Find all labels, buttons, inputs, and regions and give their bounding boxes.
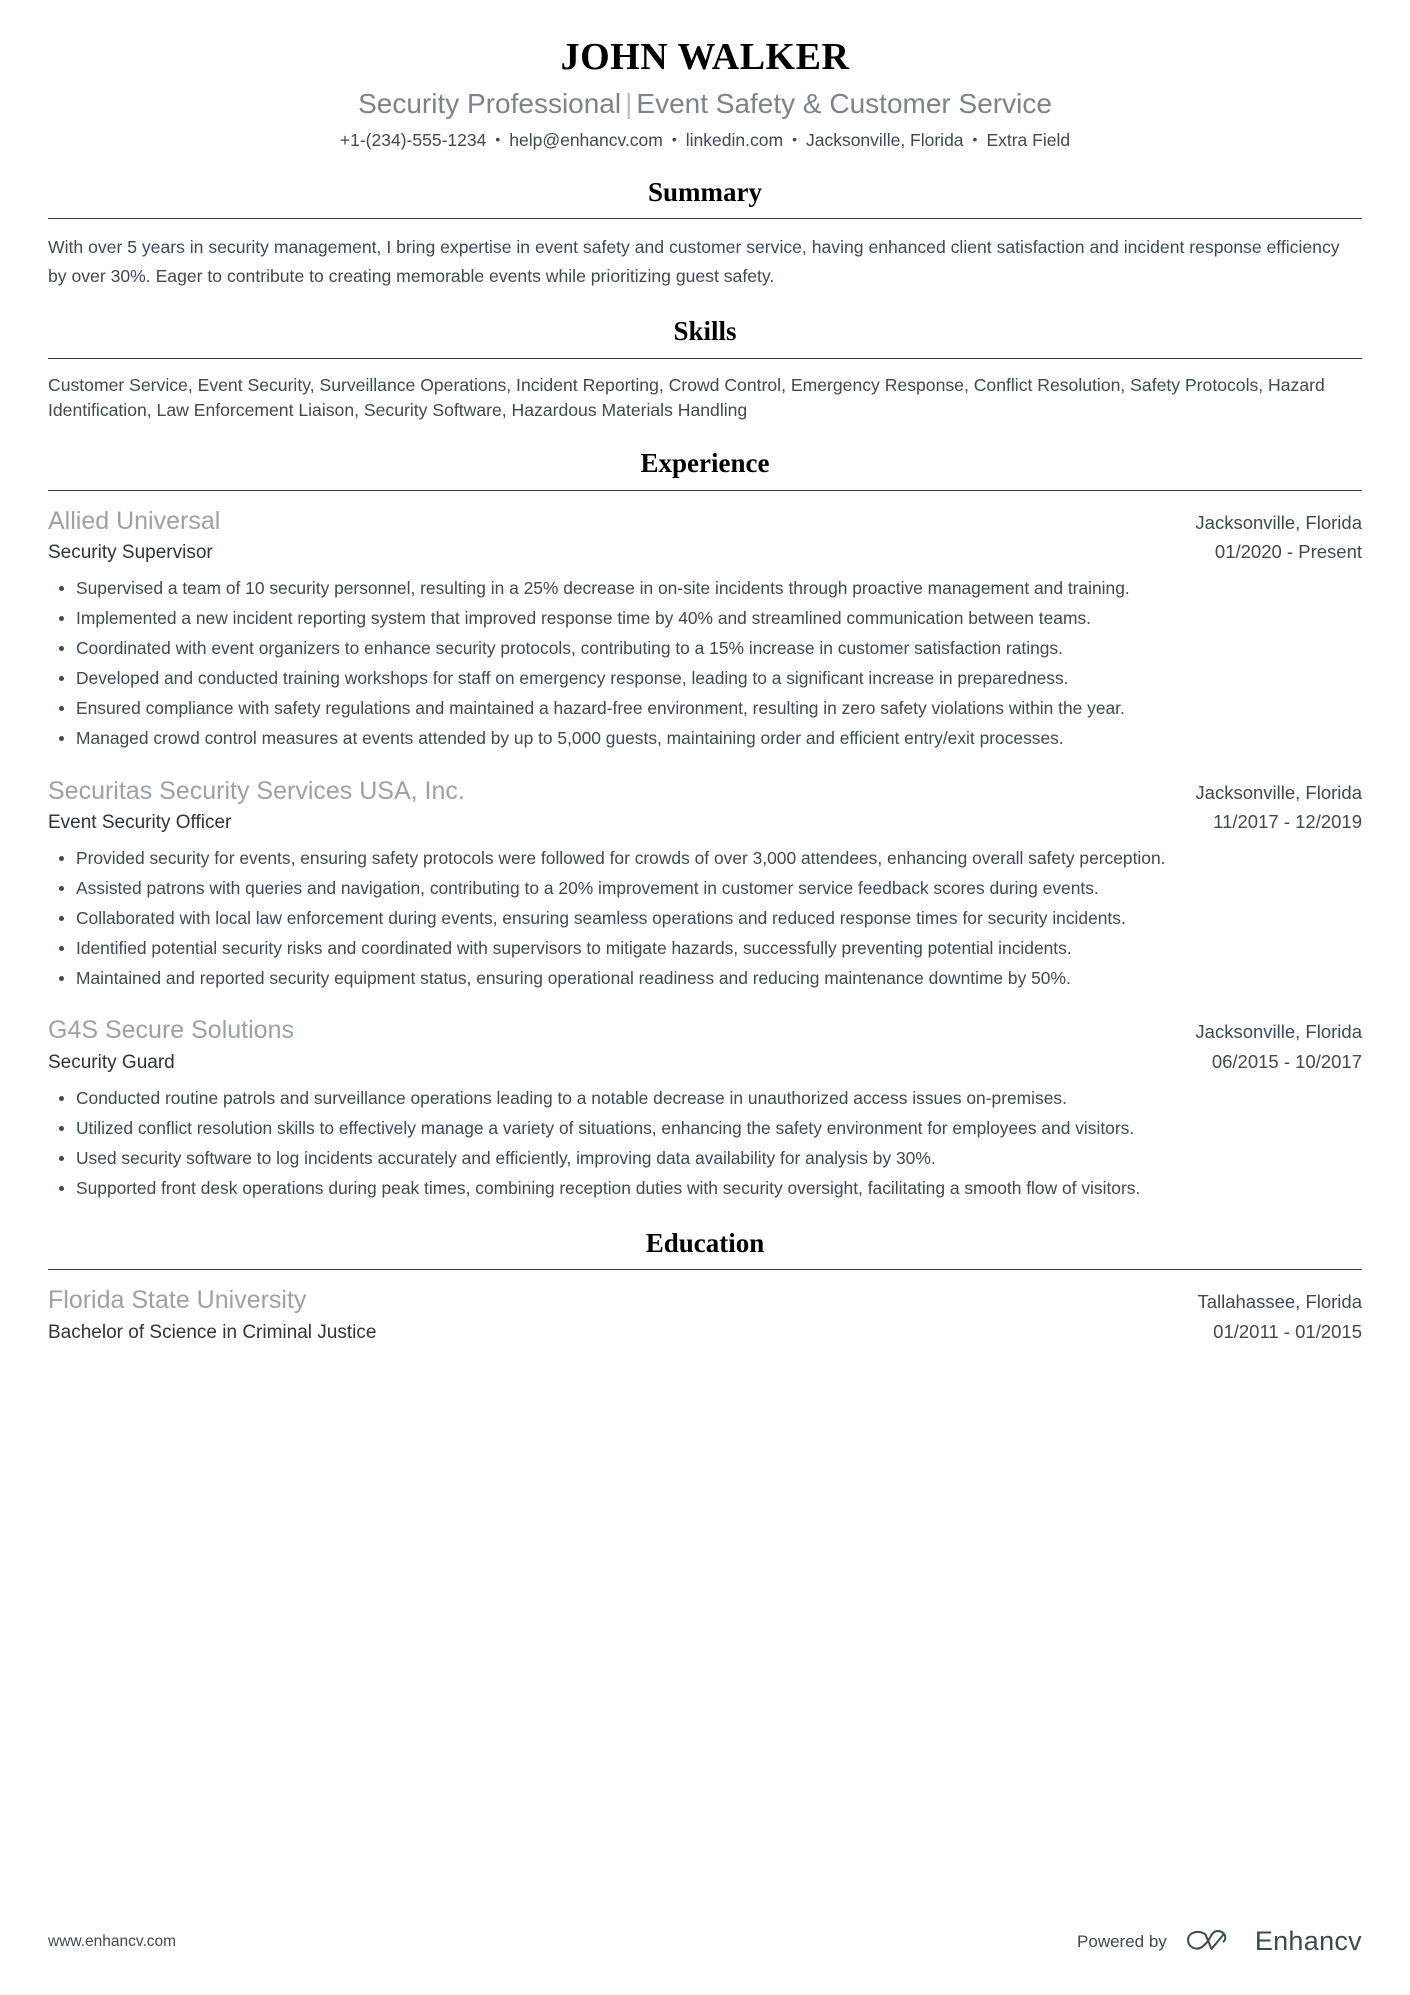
experience-bullet-list: [48, 1085, 1362, 1203]
section-title-experience: Experience: [640, 448, 770, 479]
experience-org-row: [48, 775, 1362, 808]
powered-by-label: Powered by: [1077, 1931, 1167, 1951]
experience-company: Securitas Security Services USA, Inc.: [48, 776, 465, 805]
list-item: Maintained and reported security equipment status, ensuring operational readiness and reducing maintenance downtime by 50%.: [48, 965, 1362, 992]
section-education: [48, 1228, 1362, 1345]
experience-role-row: [48, 810, 1362, 836]
summary-text: With over 5 years in security management, I bring expertise in event safety and customer service, having enhanced client satisfaction and incident response efficiency by over 30%. Eager to contribute to creating memorable events while prioritizing guest safety.: [48, 237, 1340, 286]
section-title-summary: Summary: [648, 177, 762, 208]
list-item: Developed and conducted training workshops for staff on emergency response, leading to a significant increase in preparedness.: [48, 665, 1362, 692]
headline-right: Event Safety & Customer Service: [636, 87, 1052, 119]
list-item: Implemented a new incident reporting system that improved response time by 40% and streamlined communication between teams.: [48, 605, 1362, 632]
candidate-name: JOHN WALKER: [560, 36, 850, 78]
experience-location: Jacksonville, Florida: [1195, 781, 1362, 803]
list-item: Conducted routine patrols and surveillance operations leading to a notable decrease in unauthorized access issues on-premises.: [48, 1085, 1362, 1112]
contact-separator-icon: •: [495, 130, 501, 147]
experience-dates: 11/2017 - 12/2019: [1213, 811, 1362, 833]
experience-org-row: [48, 1014, 1362, 1047]
experience-bullet-list: [48, 575, 1362, 753]
list-item: Identified potential security risks and coordinated with supervisors to mitigate hazards, successfully preventing potential incidents.: [48, 935, 1362, 962]
candidate-headline: [48, 86, 1362, 121]
section-divider: [48, 358, 1362, 359]
footer-website-link[interactable]: www.enhancv.com: [48, 1932, 177, 1950]
experience-dates: 06/2015 - 10/2017: [1211, 1050, 1362, 1072]
section-divider: [48, 1269, 1362, 1270]
section-title-education: Education: [645, 1228, 765, 1259]
education-school: Florida State University: [48, 1286, 307, 1315]
experience-entry: [48, 775, 1362, 993]
experience-company: G4S Secure Solutions: [48, 1016, 294, 1045]
contact-location: Jacksonville, Florida: [805, 129, 964, 150]
contact-email[interactable]: help@enhancv.com: [509, 129, 663, 150]
list-item: Coordinated with event organizers to enhance security protocols, contributing to a 15% increase in customer satisfaction ratings.: [48, 635, 1362, 662]
list-item: Collaborated with local law enforcement during events, ensuring seamless operations and reduced response times for security incidents.: [48, 905, 1362, 932]
contact-linkedin[interactable]: linkedin.com: [685, 129, 784, 150]
section-divider: [48, 490, 1362, 491]
experience-location: Jacksonville, Florida: [1195, 1021, 1362, 1043]
headline-divider: |: [625, 87, 633, 119]
section-skills: [48, 316, 1362, 422]
contact-extra-field: Extra Field: [986, 129, 1071, 150]
enhancv-brand-name: Enhancv: [1254, 1926, 1362, 1956]
list-item: Supervised a team of 10 security personnel, resulting in a 25% decrease in on-site incidents through proactive management and training.: [48, 575, 1362, 602]
list-item: Supported front desk operations during peak times, combining reception duties with security oversight, facilitating a smooth flow of visitors.: [48, 1175, 1362, 1202]
contact-separator-icon: •: [792, 130, 797, 147]
list-item: Provided security for events, ensuring safety protocols were followed for crowds of over 3,000 attendees, enhancing overall safety perception.: [48, 845, 1362, 872]
section-divider: [48, 218, 1362, 219]
list-item: Used security software to log incidents accurately and efficiently, improving data availability for analysis by 30%.: [48, 1145, 1362, 1172]
list-item: Assisted patrons with queries and navigation, contributing to a 20% improvement in customer service feedback scores during events.: [48, 875, 1362, 902]
section-summary: [48, 177, 1362, 290]
contact-separator-icon: •: [671, 130, 677, 147]
education-org-row: [48, 1284, 1362, 1317]
experience-entry: [48, 505, 1362, 753]
experience-bullet-list: [48, 845, 1362, 993]
experience-dates: 01/2020 - Present: [1214, 541, 1362, 563]
skills-list: Customer Service, Event Security, Surveillance Operations, Incident Reporting, Crowd Control, Emergency Response, Conflict Resolution, Safety Protocols, Hazard Identification, Law Enforcement Liaison, Security Software, Hazardous Materials Handling: [48, 374, 1325, 420]
enhancv-logo-icon: [1183, 1927, 1239, 1957]
experience-role-row: [48, 1050, 1362, 1076]
list-item: Managed crowd control measures at events attended by up to 5,000 guests, maintaining order and efficient entry/exit processes.: [48, 725, 1362, 752]
experience-job-title: Event Security Officer: [48, 812, 232, 834]
experience-company: Allied Universal: [48, 506, 221, 535]
experience-location: Jacksonville, Florida: [1195, 511, 1362, 533]
education-entry: [48, 1284, 1362, 1345]
list-item: Ensured compliance with safety regulations and maintained a hazard-free environment, resulting in zero safety violations within the year.: [48, 695, 1362, 722]
education-dates: 01/2011 - 01/2015: [1213, 1320, 1362, 1342]
experience-entry: [48, 1014, 1362, 1202]
section-experience: [48, 448, 1362, 1202]
contact-line: [48, 129, 1362, 152]
experience-job-title: Security Supervisor: [48, 542, 213, 564]
resume-header: [48, 36, 1362, 151]
contact-phone[interactable]: +1-(234)-555-1234: [339, 129, 487, 150]
footer-branding: [1077, 1926, 1362, 1957]
education-degree-row: [48, 1320, 1362, 1346]
contact-separator-icon: •: [972, 130, 978, 147]
experience-role-row: [48, 540, 1362, 566]
education-location: Tallahassee, Florida: [1197, 1291, 1362, 1313]
experience-org-row: [48, 505, 1362, 538]
education-degree: Bachelor of Science in Criminal Justice: [48, 1321, 377, 1343]
list-item: Utilized conflict resolution skills to effectively manage a variety of situations, enhancing the safety environment for employees and visitors.: [48, 1115, 1362, 1142]
experience-job-title: Security Guard: [48, 1051, 175, 1073]
page-footer: [48, 1926, 1362, 1957]
section-title-skills: Skills: [673, 316, 737, 347]
headline-left: Security Professional: [358, 87, 622, 119]
